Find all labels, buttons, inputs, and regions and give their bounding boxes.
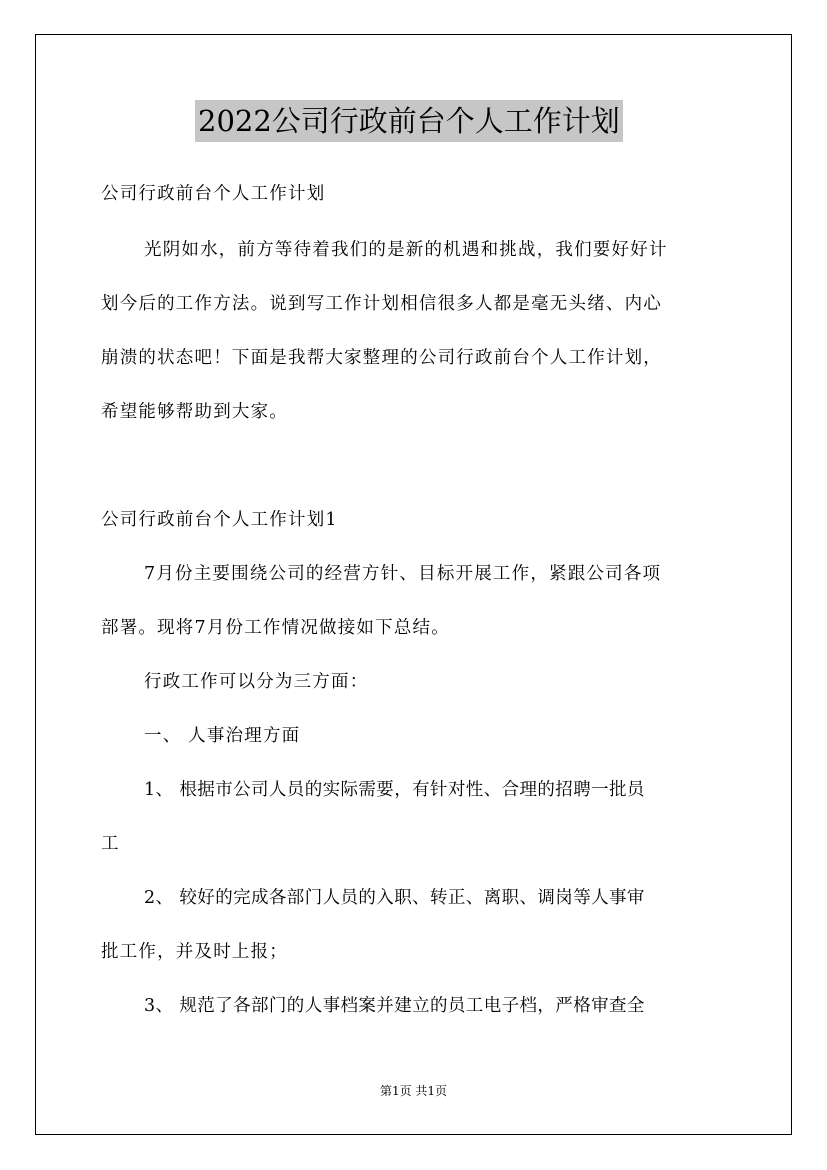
section-heading: 公司行政前台个人工作计划 <box>101 184 326 204</box>
section-heading: 公司行政前台个人工作计划1 <box>101 510 338 530</box>
paragraph-line: 行政工作可以分为三方面： <box>144 672 369 692</box>
list-item: 3、 规范了各部门的人事档案并建立的员工电子档，严格审查全 <box>144 996 645 1016</box>
list-item: 1、 根据市公司人员的实际需要，有针对性、合理的招聘一批员 <box>144 780 645 800</box>
document-title: 2022公司行政前台个人工作计划 <box>195 100 623 142</box>
list-heading: 一、 人事治理方面 <box>144 726 301 746</box>
list-item: 2、 较好的完成各部门人员的入职、转正、离职、调岗等人事审 <box>144 888 645 908</box>
paragraph-line: 划今后的工作方法。说到写工作计划相信很多人都是毫无头绪、内心 <box>101 294 662 314</box>
paragraph-line: 部署。现将7月份工作情况做接如下总结。 <box>101 618 450 638</box>
page-footer: 第1页 共1页 <box>379 1084 448 1098</box>
paragraph-line: 7月份主要围绕公司的经营方针、目标开展工作，紧跟公司各项 <box>144 564 662 584</box>
paragraph-line: 光阴如水，前方等待着我们的是新的机遇和挑战，我们要好好计 <box>144 240 668 260</box>
paragraph-line: 批工作，并及时上报； <box>101 942 288 962</box>
paragraph-line: 崩溃的状态吧！下面是我帮大家整理的公司行政前台个人工作计划， <box>101 348 662 368</box>
paragraph-line: 希望能够帮助到大家。 <box>101 402 288 422</box>
paragraph-line: 工 <box>101 834 120 854</box>
